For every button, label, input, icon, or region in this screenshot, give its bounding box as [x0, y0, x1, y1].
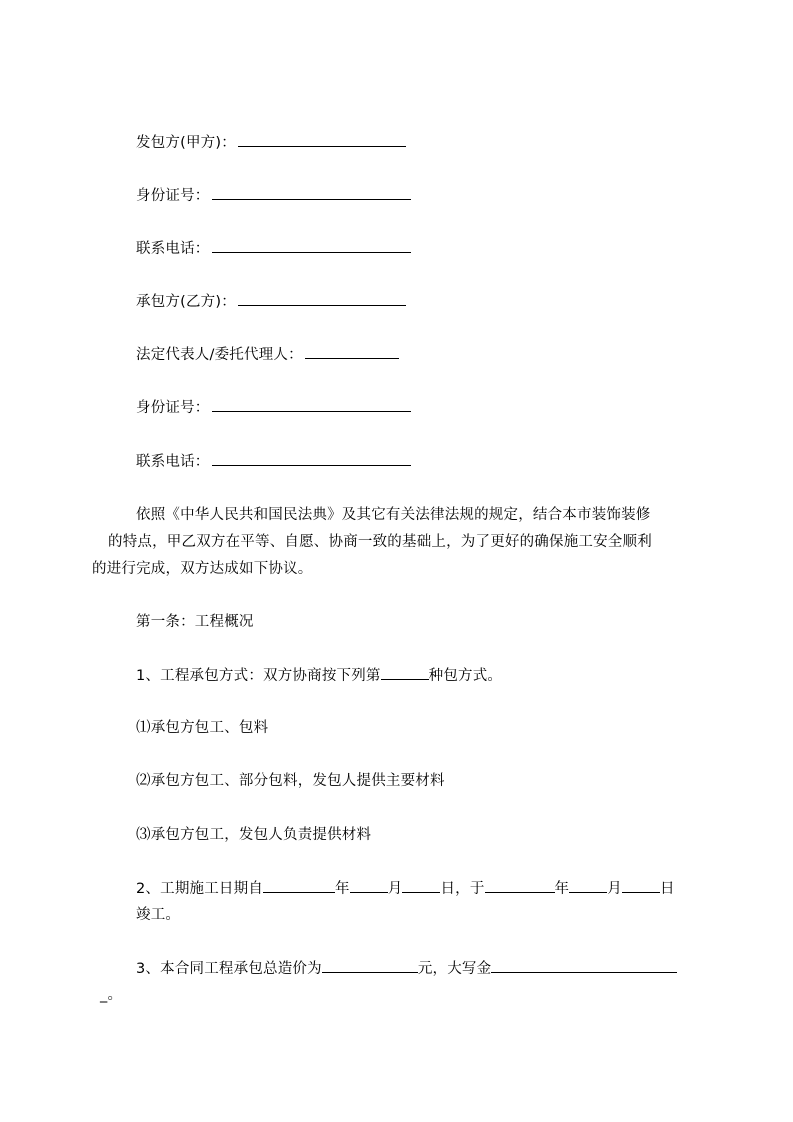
id-number-label-2: 身份证号：: [136, 400, 210, 416]
end-day-label: 日: [659, 881, 675, 897]
end-year-blank[interactable]: [485, 878, 555, 893]
article-1-heading: 第一条：工程概况: [136, 614, 254, 630]
employer-field: [136, 133, 406, 153]
contractor-field: [136, 292, 406, 312]
start-month-blank[interactable]: [350, 878, 388, 893]
item-2-prefix: 2、工期施工日期自: [136, 881, 264, 897]
start-day-blank[interactable]: [402, 878, 440, 893]
id-number-field-2: [136, 398, 411, 418]
employer-label: 发包方(甲方)：: [136, 135, 236, 151]
price-words-blank[interactable]: [491, 958, 677, 973]
item-1-prefix: 1、工程承包方式：双方协商按下列第: [136, 668, 381, 684]
item-1-suffix: 种包方式。: [428, 668, 503, 684]
option-3: ⑶承包方包工，发包人负责提供材料: [136, 827, 372, 843]
item-2-completion: 竣工。: [136, 907, 181, 923]
end-day-blank[interactable]: [622, 878, 660, 893]
item-3-end: _。: [100, 987, 123, 1003]
item-2-schedule: [136, 878, 675, 899]
preamble-line-2: 的特点，甲乙双方在平等、自愿、协商一致的基础上，为了更好的确保施工安全顺利: [108, 534, 652, 550]
item-3-total-price: [136, 958, 677, 979]
preamble-line-3: 的进行完成，双方达成如下协议。: [92, 561, 313, 577]
preamble-line-1: 依照《中华人民共和国民法典》及其它有关法律法规的规定，结合本市装饰装修: [136, 507, 651, 523]
phone-field-2: [136, 452, 411, 472]
legal-rep-blank[interactable]: [305, 346, 399, 359]
price-numeric-blank[interactable]: [322, 958, 418, 973]
start-day-label: 日，于: [440, 881, 485, 897]
contractor-blank[interactable]: [238, 293, 406, 306]
legal-rep-field: [136, 345, 399, 365]
id-number-field-1: [136, 186, 411, 206]
legal-rep-label: 法定代表人/委托代理人：: [136, 347, 303, 363]
start-year-label: 年: [335, 881, 350, 897]
id-number-label-1: 身份证号：: [136, 188, 210, 204]
phone-label-1: 联系电话：: [136, 241, 210, 257]
employer-blank[interactable]: [238, 134, 406, 147]
id-number-blank-1[interactable]: [212, 187, 411, 200]
id-number-blank-2[interactable]: [212, 399, 411, 412]
item-3-mid: 元，大写金: [417, 961, 492, 977]
end-year-label: 年: [554, 881, 570, 897]
end-month-blank[interactable]: [569, 878, 607, 893]
end-month-label: 月: [607, 881, 622, 897]
phone-field-1: [136, 239, 411, 259]
item-1-blank[interactable]: [381, 665, 429, 680]
option-1: ⑴承包方包工、包料: [136, 720, 269, 736]
start-month-label: 月: [387, 881, 403, 897]
phone-blank-2[interactable]: [212, 453, 411, 466]
start-year-blank[interactable]: [263, 878, 335, 893]
option-2: ⑵承包方包工、部分包料，发包人提供主要材料: [136, 773, 445, 789]
item-3-prefix: 3、本合同工程承包总造价为: [136, 961, 322, 977]
phone-blank-1[interactable]: [212, 240, 411, 253]
contractor-label: 承包方(乙方)：: [136, 294, 236, 310]
phone-label-2: 联系电话：: [136, 454, 210, 470]
item-1-contract-mode: [136, 665, 502, 686]
